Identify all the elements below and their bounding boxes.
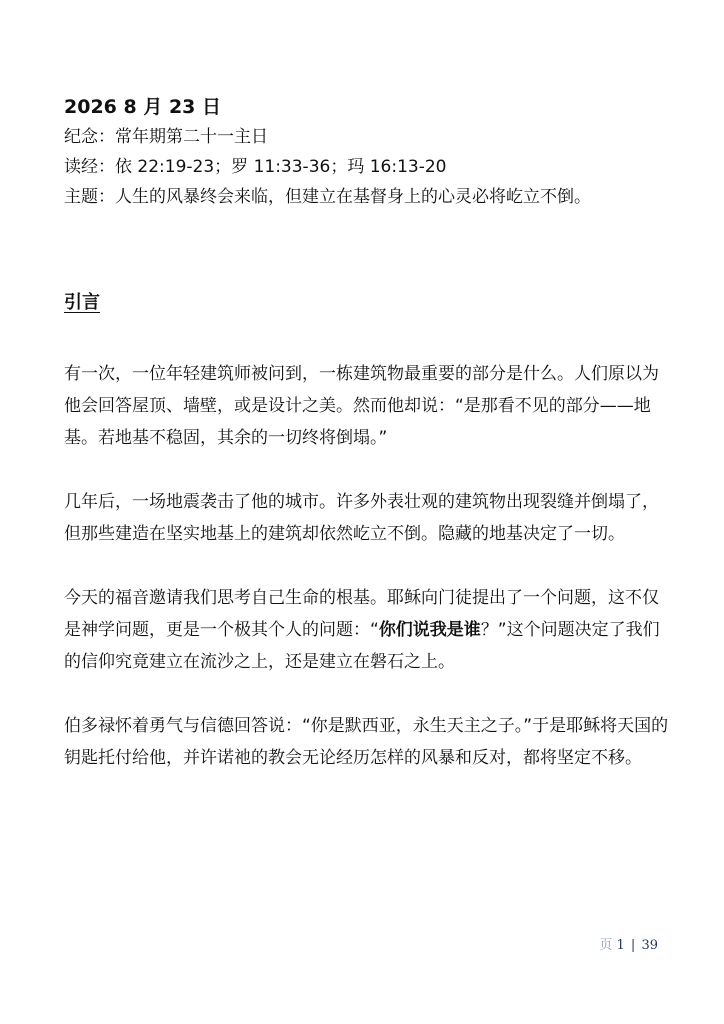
page-number: 1 bbox=[616, 938, 625, 953]
total-pages: 39 bbox=[641, 938, 658, 953]
paragraph-earthquake: 几年后，一场地震袭击了他的城市。许多外表壮观的建筑物出现裂缝并倒塌了，但那些建造在坚实地基上的建筑却依然屹立不倒。隐藏的地基决定了一切。 bbox=[64, 492, 659, 544]
paragraph-gospel-question bbox=[64, 582, 674, 678]
paragraph-architect: 有一次，一位年轻建筑师被问到，一栋建筑物最重要的部分是什么。人们原以为他会回答屋顶、墙壁，或是设计之美。然而他却说：“是那看不见的部分——地基。若地基不稳固，其余的一切终将倒塌。” bbox=[64, 364, 659, 448]
paragraph-gospel-question-before: 今天的福音邀请我们思考自己生命的根基。耶稣向门徒提出了一个问题，这不仅是神学问题，更是一个极其个人的问题：“ bbox=[64, 588, 659, 640]
paragraph-peter-answer: 伯多禄怀着勇气与信德回答说：“你是默西亚，永生天主之子。”于是耶稣将天国的钥匙托付给他，并许诺祂的教会无论经历怎样的风暴和反对，都将坚定不移。 bbox=[64, 716, 669, 768]
section-title-introduction: 引言 bbox=[64, 292, 100, 313]
theme-line: 主题：人生的风暴终会来临，但建立在基督身上的心灵必将屹立不倒。 bbox=[64, 187, 591, 207]
memorial-line: 纪念：常年期第二十一主日 bbox=[64, 127, 268, 147]
sermon-date: 2026 8 月 23 日 bbox=[64, 96, 222, 118]
bold-quote: 你们说我是谁 bbox=[378, 620, 481, 640]
page-content bbox=[64, 92, 674, 774]
page-separator: | bbox=[630, 938, 636, 953]
readings-line: 读经：依 22:19-23；罗 11:33-36；玛 16:13-20 bbox=[64, 157, 447, 177]
paragraph-gospel-question-after: ？”这个问题决定了我们的信仰究竟建立在流沙之上，还是建立在磐石之上。 bbox=[64, 620, 660, 672]
page-word-label: 页 bbox=[599, 938, 613, 953]
page-footer bbox=[599, 934, 658, 953]
